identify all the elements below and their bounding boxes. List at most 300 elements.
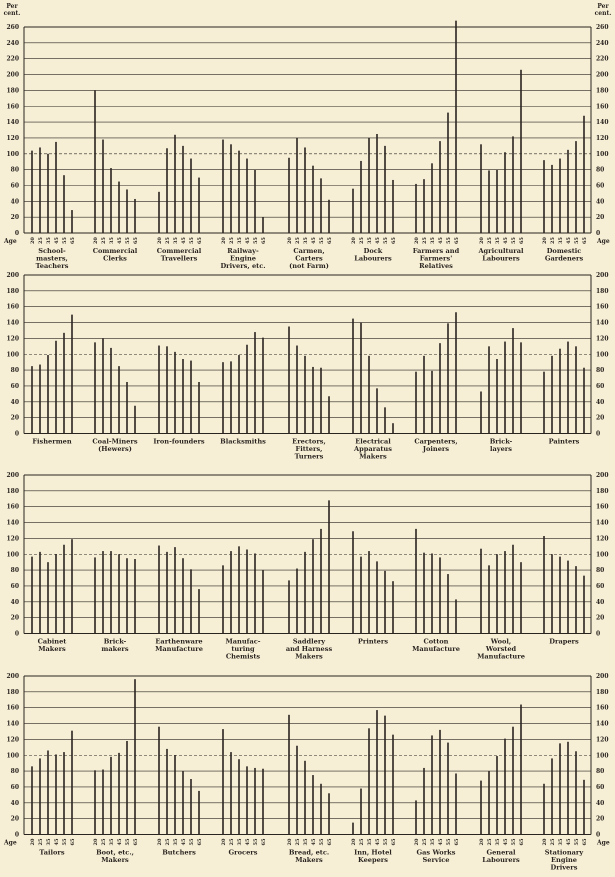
y-tick-label-left: 100 [6,351,19,359]
bar [31,557,33,634]
bar [55,554,57,633]
bar-group [30,142,76,270]
bar [488,771,490,834]
age-tick-label: 35 [429,237,436,245]
bar [488,346,490,433]
bar [559,557,561,634]
occupation-label: and Harness [285,645,333,653]
occupation-label: Carpenters, [414,437,458,446]
y-tick-label-right: 160 [596,704,609,712]
bar [71,315,73,434]
age-tick-label: 65 [326,237,333,245]
age-tick-label: 20 [220,838,227,846]
occupation-label: turing [231,645,255,653]
y-tick-label-left: 140 [6,720,19,728]
bar-group [153,346,205,446]
bar [230,551,232,633]
bar [352,189,354,233]
occupation-label: Tailors [39,848,65,857]
occupation-label: Cotton [423,637,449,646]
bar [71,539,73,633]
bar [126,558,128,633]
bar-group [543,342,585,446]
occupation-label: Makers [101,856,129,864]
occupation-label: Turners [294,452,324,461]
age-tick-label: 25 [486,838,493,846]
bar [118,182,120,234]
bar [126,741,128,835]
y-tick-label-right: 80 [596,567,605,575]
bar [439,730,441,835]
bar-group [477,70,524,263]
bar [166,749,168,835]
bar [110,168,112,233]
bar [118,554,120,633]
age-tick-label: 45 [502,838,509,846]
occupation-label: Makers [295,856,323,864]
y-tick-label-right: 200 [596,71,609,79]
age-tick-label: 55 [573,838,580,846]
bar [71,731,73,835]
occupation-label: Relatives [419,262,453,271]
age-tick-label: 35 [172,237,179,245]
y-tick-label-right: 180 [596,487,609,495]
occupation-label: (not Farm) [289,262,329,271]
age-tick-label: 45 [310,237,317,245]
bar [543,160,545,233]
bar [254,170,256,233]
bar [296,138,298,233]
bar-group [287,138,333,270]
bar [55,341,57,434]
y-tick-label-right: 140 [596,519,609,527]
occupation-label: General [486,848,516,857]
bar [376,710,378,834]
bar-group [286,500,333,660]
bar [304,761,306,835]
occupation-label: Chemists [225,652,261,661]
bar-group [220,140,266,271]
occupation-label: Drivers, etc. [220,262,266,271]
panel-1 [3,3,611,270]
bar [262,570,264,633]
age-tick-label: 25 [228,838,235,846]
bar [230,752,232,834]
y-tick-label-right: 0 [596,430,601,438]
age-tick-label: 25 [549,237,556,245]
bar [230,361,232,433]
unit-label-right: cent. [594,10,612,17]
y-tick-label-right: 200 [596,472,609,479]
bar [39,365,41,434]
bar [559,159,561,233]
y-tick-label-left: 180 [6,87,19,95]
occupation-label: Butchers [162,848,196,857]
age-tick-label: 55 [124,237,131,245]
age-tick-label: 65 [260,838,267,846]
occupation-label: Bread, etc. [288,848,330,857]
age-tick-label: 20 [286,838,293,846]
y-tick-label-right: 160 [596,303,609,311]
y-tick-label-left: 40 [10,198,19,206]
bar-group [92,338,137,453]
occupation-label: Painters [548,437,580,446]
age-tick-label: 45 [244,838,251,846]
occupation-label: Service [422,856,450,864]
age-tick-label: 35 [236,838,243,846]
age-tick-label: 35 [557,237,564,245]
bar [254,768,256,835]
age-label-right: Age [597,839,610,847]
bar-group [93,679,139,864]
bar [488,565,490,633]
bar [520,705,522,835]
panel-4 [3,673,610,872]
bar [551,165,553,233]
age-tick-label: 25 [164,838,171,846]
y-tick-label-right: 200 [596,272,609,279]
panel-3 [6,472,608,661]
bar [352,319,354,434]
bar [415,800,417,834]
bar [312,539,314,633]
bar [496,359,498,433]
occupation-label: masters, [36,254,68,263]
bar [480,144,482,233]
bar [63,333,65,434]
bar [328,396,330,433]
occupation-label: Grocers [228,848,258,857]
unit-label-right: Per [597,3,609,10]
age-tick-label: 55 [573,237,580,245]
bar [559,349,561,434]
age-tick-label: 25 [294,838,301,846]
age-tick-label: 20 [478,237,485,245]
age-tick-label: 35 [302,838,309,846]
y-tick-label-right: 120 [596,535,609,543]
bar [352,823,354,835]
bar [304,552,306,634]
y-tick-label-right: 60 [596,182,605,190]
bar-group [221,729,267,856]
occupation-label: Wool, [490,637,512,646]
age-tick-label: 45 [116,838,123,846]
bar [198,178,200,233]
y-tick-label-left: 40 [10,799,19,807]
bar [480,549,482,634]
y-tick-label-left: 0 [14,831,19,839]
y-tick-label-right: 260 [596,24,609,31]
y-tick-label-right: 80 [596,768,605,776]
bar [567,150,569,233]
bar-group [352,319,394,461]
bar [31,151,33,233]
bar [328,200,330,233]
bar [312,775,314,834]
bar [415,184,417,233]
bar [288,158,290,233]
age-tick-label: 55 [382,237,389,245]
age-tick-label: 65 [390,237,397,245]
age-tick-label: 55 [510,838,517,846]
bar [376,388,378,433]
age-tick-label: 25 [37,838,44,846]
occupation-label: Engine [551,856,577,864]
occupation-label: Brick- [489,437,513,446]
y-tick-label-left: 220 [6,55,19,63]
age-tick-label: 55 [445,838,452,846]
bar [198,791,200,835]
age-tick-label: 65 [518,237,525,245]
age-tick-label: 55 [318,838,325,846]
occupation-label: Cabinet [37,637,67,646]
y-tick-label-right: 140 [596,720,609,728]
occupation-label: Labourers [482,856,520,864]
bar [575,751,577,834]
occupation-label: Carters [295,254,323,263]
bar [520,342,522,433]
bar [512,545,514,634]
occupation-label: Worsted [485,645,517,653]
y-tick-label-right: 120 [596,134,609,142]
bar [376,561,378,633]
y-tick-label-right: 60 [596,582,605,590]
bar [254,553,256,633]
bar [392,180,394,233]
age-tick-label: 20 [413,838,420,846]
bar [94,90,96,233]
bar [190,569,192,633]
age-tick-label: 20 [350,237,357,245]
y-tick-label-right: 120 [596,335,609,343]
bar [254,332,256,433]
bar [455,773,457,834]
bar [415,529,417,634]
occupation-label: Farmers' [419,254,453,263]
bar [174,547,176,633]
bar [360,323,362,434]
occupation-label: Dock [363,247,383,256]
bar [431,371,433,434]
y-tick-label-right: 140 [596,119,609,127]
bar [439,557,441,633]
bar [134,679,136,834]
bar [384,571,386,634]
occupation-label: Earthenware [155,637,203,646]
bar [158,546,160,634]
bar [368,138,370,233]
y-tick-label-left: 100 [6,551,19,559]
y-tick-label-left: 100 [6,150,19,158]
bar-group [477,545,525,661]
bar [360,161,362,233]
age-tick-label: 35 [108,838,115,846]
bar [447,574,449,633]
occupation-label: Drivers [550,863,578,872]
bar [583,116,585,233]
y-tick-label-right: 40 [596,598,605,606]
bar [296,346,298,434]
age-tick-label: 20 [156,838,163,846]
y-tick-label-right: 60 [596,382,605,390]
bar [368,551,370,633]
bar [222,729,224,834]
bar [182,771,184,834]
y-tick-label-right: 240 [596,39,609,47]
occupation-label: Blacksmiths [220,437,266,446]
occupation-label: Stationary [544,848,584,857]
y-tick-label-left: 180 [6,688,19,696]
occupation-label: Fitters, [295,445,323,453]
bar [246,549,248,633]
bar [312,367,314,434]
age-tick-label: 35 [366,237,373,245]
y-tick-label-right: 20 [596,414,605,422]
age-tick-label: 55 [124,838,131,846]
bar [368,728,370,834]
bar [230,144,232,233]
y-tick-label-right: 0 [596,230,601,238]
occupation-label: Manufacture [477,652,525,661]
bar [455,599,457,633]
bar-group [412,529,460,653]
age-tick-label: 35 [302,237,309,245]
bar [102,770,104,835]
age-tick-label: 65 [581,838,588,846]
bar [102,140,104,234]
bar [512,727,514,835]
bar [94,557,96,633]
bar [158,346,160,434]
occupation-label: Erectors, [292,437,326,446]
age-tick-label: 35 [236,237,243,245]
bar [166,346,168,433]
age-tick-label: 55 [61,838,68,846]
age-tick-label: 55 [252,237,259,245]
age-tick-label: 45 [310,838,317,846]
bar [118,753,120,835]
bar [158,727,160,835]
bar [126,189,128,233]
bar-group [31,539,73,653]
age-tick-label: 55 [445,237,452,245]
y-tick-label-right: 100 [596,551,609,559]
bar [551,758,553,834]
y-tick-label-left: 200 [6,472,19,479]
bar [288,580,290,633]
y-tick-label-left: 200 [6,71,19,79]
bar [551,356,553,434]
occupation-label: Farmers and [412,247,460,256]
y-tick-label-right: 100 [596,351,609,359]
age-tick-label: 65 [453,237,460,245]
occupation-label: Commercial [92,247,138,256]
bar [480,391,482,433]
age-tick-label: 20 [156,237,163,245]
y-tick-label-left: 80 [10,367,19,375]
age-tick-label: 25 [100,237,107,245]
occupation-label: Joiners [422,445,450,453]
occupation-label: Makers [295,652,323,661]
bar [118,366,120,433]
y-tick-label-left: 60 [10,783,19,791]
occupation-label: Labourers [482,254,520,263]
age-tick-label: 45 [565,237,572,245]
age-tick-label: 65 [132,237,139,245]
y-tick-label-right: 220 [596,55,609,63]
age-tick-label: 45 [502,237,509,245]
age-tick-label: 20 [220,237,227,245]
y-tick-label-left: 100 [6,752,19,760]
occupation-label: Brick- [103,637,127,646]
y-tick-label-right: 160 [596,503,609,511]
bar-group [155,546,203,653]
bar [246,345,248,434]
bar [174,755,176,834]
bar [296,746,298,835]
bar [415,372,417,434]
bar [520,562,522,633]
age-tick-label: 65 [69,838,76,846]
bar [222,362,224,433]
bar [296,569,298,634]
age-tick-label: 25 [549,838,556,846]
age-tick-label: 20 [541,838,548,846]
bar [55,142,57,233]
y-tick-label-left: 80 [10,166,19,174]
age-tick-label: 35 [45,237,52,245]
y-tick-label-left: 140 [6,119,19,127]
bar [496,554,498,633]
age-tick-label: 20 [541,237,548,245]
occupation-label: Agricultural [478,247,524,256]
bar [288,715,290,835]
bar [288,327,290,434]
y-tick-label-right: 100 [596,150,609,158]
age-tick-label: 25 [358,838,365,846]
bar [567,342,569,434]
bar [102,338,104,433]
bar [134,559,136,633]
bar [423,179,425,233]
bar [567,742,569,835]
age-tick-label: 45 [565,838,572,846]
bar [198,589,200,633]
age-tick-label: 20 [29,838,36,846]
bar [439,141,441,233]
bar [110,757,112,835]
age-tick-label: 55 [510,237,517,245]
age-tick-label: 65 [390,838,397,846]
bar [543,536,545,633]
y-tick-label-left: 120 [6,736,19,744]
y-tick-label-right: 40 [596,799,605,807]
bar [39,147,41,233]
bar [488,170,490,233]
y-tick-label-left: 0 [14,230,19,238]
age-tick-label: 55 [252,838,259,846]
age-tick-label: 45 [374,838,381,846]
age-tick-label: 45 [244,237,251,245]
age-tick-label: 45 [53,237,60,245]
age-tick-label: 45 [437,237,444,245]
occupation-label: Teachers [35,262,69,271]
bar [423,553,425,634]
bar [63,545,65,634]
age-label-left: Age [4,238,17,246]
bar [262,217,264,233]
bar [47,154,49,233]
